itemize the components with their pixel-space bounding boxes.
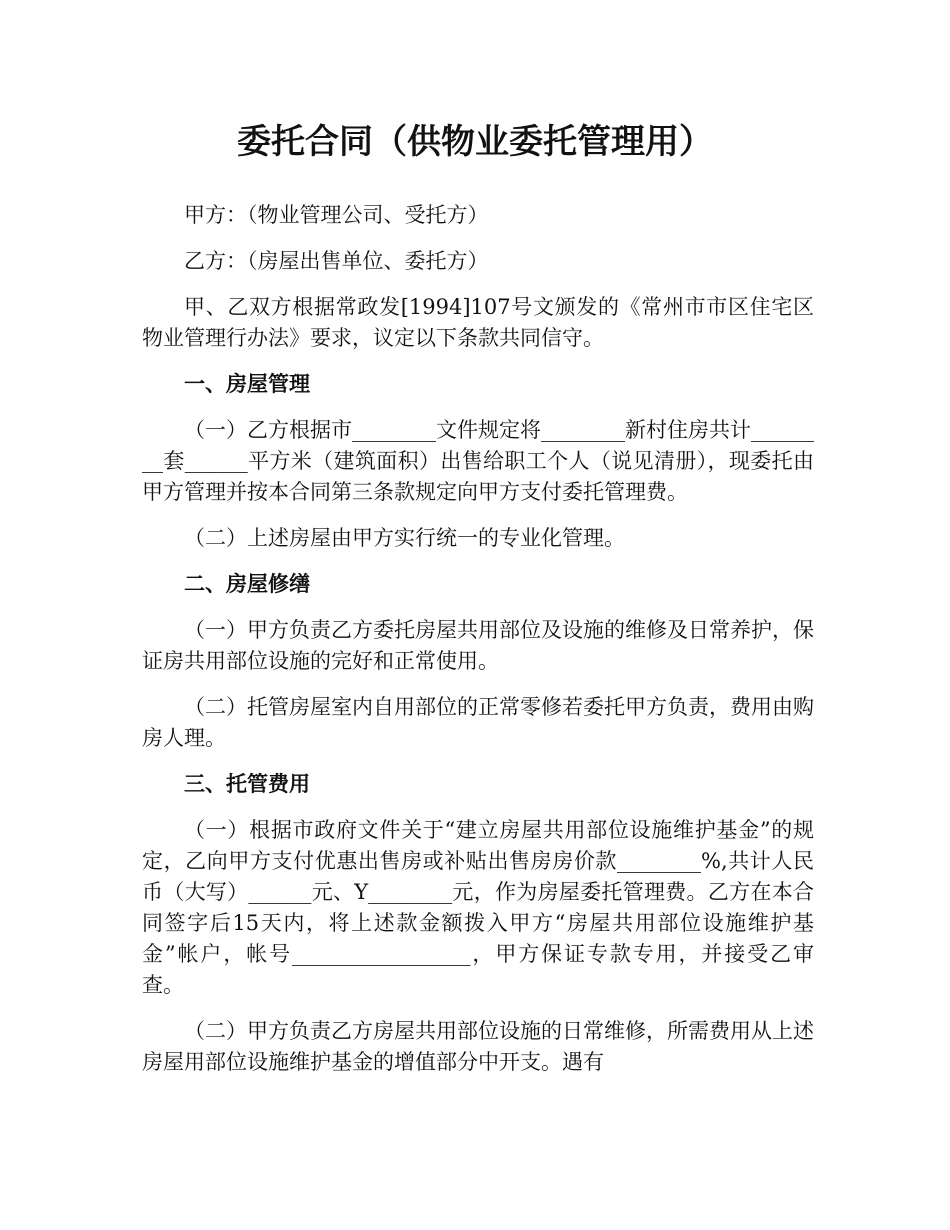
clause-paragraph: （二）上述房屋由甲方实行统一的专业化管理。 [184,526,625,550]
section-house-repair [142,569,814,754]
party-a-line: 甲方：（物业管理公司、受托方） [184,203,489,227]
clause-paragraph: （一）根据市政府文件关于“建立房屋共用部位设施维护基金”的规定，乙向甲方支付优惠出售房或补贴出售房房价款________%,共计人民币（大写）______元、Y________元，作为房屋委托管理费。乙方在本合同签字后15天内，将上述款金额拨入甲方“房屋共用部位设施维护基金”帐户，帐号_________________，甲方保证专款专用，并接受乙审查。 [142,818,814,997]
clause-paragraph: （一）乙方根据市________文件规定将________新村住房共计________套______平方米（建筑面积）出售给职工个人（说见清册），现委托由甲方管理并按本合同第三条款规定向甲方支付委托管理费。 [142,418,814,504]
section-heading: 一、房屋管理 [184,372,310,396]
clause-paragraph: （一）甲方负责乙方委托房屋共用部位及设施的维修及日常养护，保证房共用部位设施的完好和正常使用。 [142,618,814,673]
document-body [142,200,814,1093]
section-heading: 三、托管费用 [184,772,310,796]
section-heading: 二、房屋修缮 [184,572,310,596]
clause-paragraph: （二）甲方负责乙方房屋共用部位设施的日常维修，所需费用从上述房屋用部位设施维护基金的增值部分中开支。遇有 [142,1019,814,1074]
party-b-line: 乙方：（房屋出售单位、委托方） [184,249,489,273]
section-house-management [142,369,814,554]
document-title: 委托合同（供物业委托管理用） [237,122,713,162]
preamble-paragraph: 甲、乙双方根据常政发[1994]107号文颁发的《常州市市区住宅区物业管理行办法》要求，议定以下条款共同信守。 [142,295,814,350]
section-management-fees [142,769,814,1078]
clause-paragraph: （二）托管房屋室内自用部位的正常零修若委托甲方负责，费用由购房人理。 [142,695,814,750]
